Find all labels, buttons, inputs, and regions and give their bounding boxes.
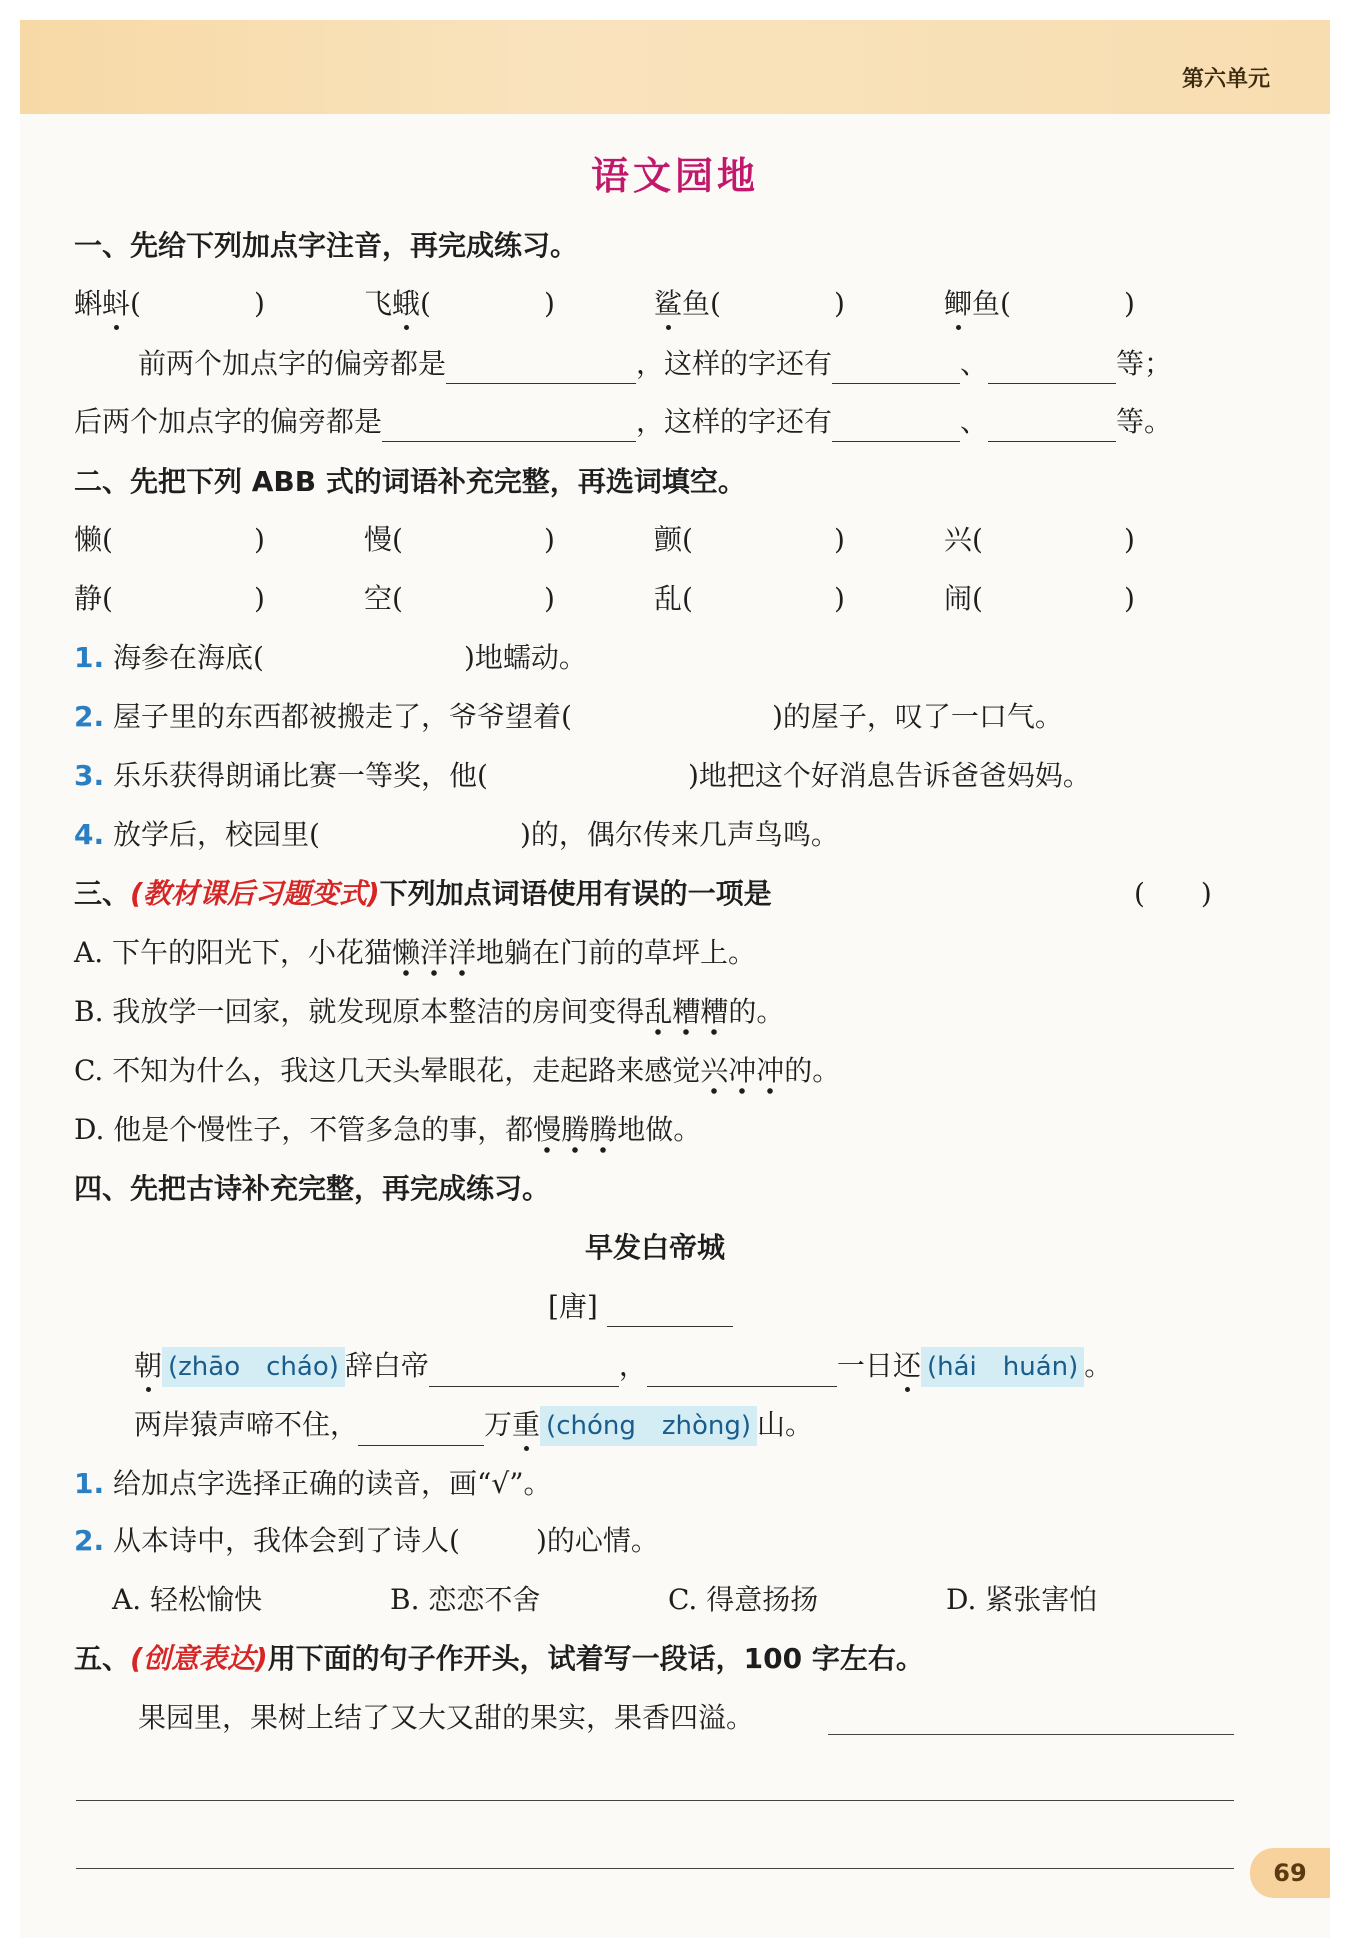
s3-option-c: C. 不知为什么，我这几天头晕眼花，走起路来感觉兴冲冲的。 — [74, 1051, 840, 1091]
abb-word: 慢( — [364, 523, 403, 556]
s2-item-4: 4. 放学后，校园里( )的，偶尔传来几声鸟鸣。 — [74, 818, 839, 851]
s1-word-3: 鲨鱼( — [654, 284, 721, 324]
abb-close: ) — [544, 523, 555, 556]
s1-close-4: ) — [1124, 287, 1135, 320]
header-banner — [20, 20, 1330, 114]
poem-line-2: 两岸猿声啼不住， 万重 (chóng zhòng) 山。 — [134, 1405, 813, 1446]
s4-question-1: 1. 给加点字选择正确的读音，画“√”。 — [74, 1467, 552, 1500]
blank[interactable] — [647, 1354, 837, 1387]
abb-word: 空( — [364, 582, 403, 615]
blank[interactable] — [832, 351, 960, 384]
s1-close-3: ) — [834, 287, 845, 320]
s1-line-1: 前两个加点字的偏旁都是 ，这样的字还有 、 等； — [138, 344, 1172, 384]
s4-option-b[interactable]: B. 恋恋不舍 — [390, 1583, 541, 1616]
blank[interactable] — [988, 409, 1116, 442]
s4-option-a[interactable]: A. 轻松愉快 — [112, 1583, 263, 1616]
s2-item-2: 2. 屋子里的东西都被搬走了，爷爷望着( )的屋子，叹了一口气。 — [74, 700, 1063, 733]
s3-option-b: B. 我放学一回家，就发现原本整洁的房间变得乱糟糟的。 — [74, 992, 784, 1032]
writing-line[interactable] — [828, 1734, 1234, 1735]
section-1-heading: 一、先给下列加点字注音，再完成练习。 — [74, 229, 579, 262]
abb-word: 兴( — [944, 523, 983, 556]
blank[interactable] — [832, 409, 960, 442]
abb-close: ) — [834, 523, 845, 556]
abb-word: 闹( — [944, 582, 983, 615]
section-5-heading: 五、(创意表达)用下面的句子作开头，试着写一段话，100 字左右。 — [74, 1642, 924, 1675]
abb-close: ) — [254, 523, 265, 556]
blank[interactable] — [988, 351, 1116, 384]
author-blank[interactable] — [607, 1294, 733, 1327]
s3-option-a: A. 下午的阳光下，小花猫懒洋洋地躺在门前的草坪上。 — [74, 933, 756, 973]
s3-option-d: D. 他是个慢性子，不管多急的事，都慢腾腾地做。 — [74, 1110, 701, 1150]
abb-word: 乱( — [654, 582, 693, 615]
abb-word: 静( — [74, 582, 113, 615]
poem-dynasty: [唐] — [548, 1287, 733, 1327]
abb-close: ) — [1124, 582, 1135, 615]
s1-close-2: ) — [544, 287, 555, 320]
section-2-heading: 二、先把下列 ABB 式的词语补充完整，再选词填空。 — [74, 465, 746, 498]
abb-close: ) — [834, 582, 845, 615]
s1-word-4: 鲫鱼( — [944, 284, 1011, 324]
s4-option-c[interactable]: C. 得意扬扬 — [668, 1583, 819, 1616]
blank[interactable] — [429, 1354, 619, 1387]
page-number: 69 — [1250, 1848, 1330, 1898]
poem-title: 早发白帝城 — [584, 1231, 725, 1264]
s4-option-d[interactable]: D. 紧张害怕 — [946, 1583, 1098, 1616]
s5-start-sentence: 果园里，果树上结了又大又甜的果实，果香四溢。 — [138, 1701, 755, 1734]
section-3-heading: 三、(教材课后习题变式)下列加点词语使用有误的一项是 — [74, 877, 772, 910]
abb-word: 懒( — [74, 523, 113, 556]
writing-line[interactable] — [76, 1868, 1234, 1869]
abb-word: 颤( — [654, 523, 693, 556]
s2-item-3: 3. 乐乐获得朗诵比赛一等奖，他( )地把这个好消息告诉爸爸妈妈。 — [74, 759, 1091, 792]
abb-close: ) — [1124, 523, 1135, 556]
abb-close: ) — [254, 582, 265, 615]
page-title: 语文园地 — [590, 154, 759, 198]
s1-word-2: 飞蛾( — [364, 284, 431, 324]
blank[interactable] — [358, 1413, 484, 1446]
writing-line[interactable] — [76, 1800, 1234, 1801]
s4-question-2: 2. 从本诗中，我体会到了诗人( )的心情。 — [74, 1524, 659, 1557]
abb-close: ) — [544, 582, 555, 615]
section-4-heading: 四、先把古诗补充完整，再完成练习。 — [74, 1172, 551, 1205]
s1-line-2: 后两个加点字的偏旁都是 ，这样的字还有 、 等。 — [74, 402, 1172, 442]
blank[interactable] — [446, 351, 636, 384]
unit-label: 第六单元 — [1181, 67, 1270, 92]
s1-close-1: ) — [254, 287, 265, 320]
poem-line-1: 朝 (zhāo cháo) 辞白帝 ， 一日还 (hái huán) 。 — [134, 1346, 1112, 1387]
s1-word-1: 蝌蚪( — [74, 284, 141, 324]
blank[interactable] — [382, 409, 636, 442]
answer-paren[interactable]: ( ) — [1134, 877, 1212, 910]
s2-item-1: 1. 海参在海底( )地蠕动。 — [74, 641, 587, 674]
